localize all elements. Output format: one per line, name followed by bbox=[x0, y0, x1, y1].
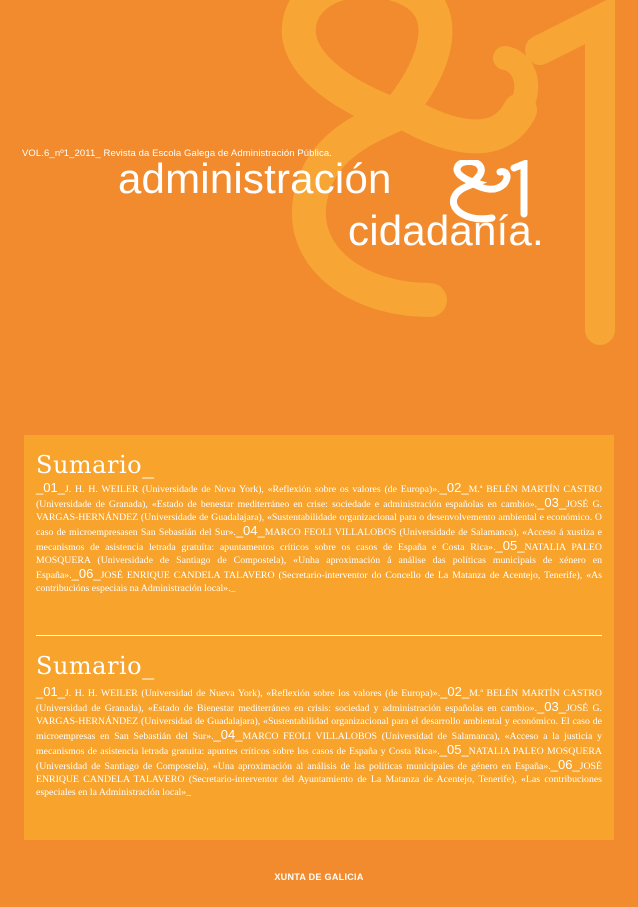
entry-number: _02_ bbox=[440, 684, 470, 699]
entry-text: NATALIA PALEO MOSQUERA (Universidad de Santiago de Compostela), «Una aproximación al análisis de las políticas municipales de género en España». bbox=[36, 746, 602, 772]
entry-number: _01_ bbox=[36, 684, 65, 699]
entry-number: _03_ bbox=[537, 495, 567, 510]
volume-line: VOL.6_nº1_2011_ Revista da Escola Galega de Administración Pública. bbox=[22, 148, 332, 159]
entry-number: _06_ bbox=[550, 757, 580, 772]
entry-text: JOSÉ G. VARGAS-HERNÁNDEZ (Universidade de Guadalajara), «Sustentabilidade organizacional para o desenvolvemento ambiental e económico. O caso de microempresasen San Sebastián del Sur». bbox=[36, 499, 602, 538]
entry-text: JOSÉ ENRIQUE CANDELA TALAVERO (Secretario-interventor del Ayuntamiento de La Matanza de Acentejo, Tenerife), «Las contribuciones especiales en la Administración local»_ bbox=[36, 761, 602, 798]
entry-number: _04_ bbox=[235, 523, 265, 538]
entry-number: _05_ bbox=[439, 742, 469, 757]
summary-text-gl bbox=[36, 481, 602, 595]
summary-title-es: Sumario_ bbox=[36, 652, 155, 680]
summary-box bbox=[24, 435, 614, 840]
entry-number: _03_ bbox=[537, 699, 566, 714]
entry-text: NATALIA PALEO MOSQUERA (Universidade de Santiago de Compostela), «Unha aproximación á análise das políticas municipais de xénero en España». bbox=[36, 542, 602, 581]
entry-text: MARCO FEOLI VILLALOBOS (Universidade de Salamanca), «Acceso á xustiza e mecanismos de asistencia letrada gratuíta: apuntamentos críticos sobre os casos de España e Costa Rica». bbox=[36, 527, 602, 553]
entry-text: J. H. H. WEILER (Universidade de Nova York), «Reflexión sobre os valores (de Europa)». bbox=[64, 484, 440, 495]
journal-title-line2: cidadanía. bbox=[348, 207, 544, 254]
entry-text: J. H. H. WEILER (Universidad de Nueva York), «Reflexión sobre los valores (de Europa)». bbox=[64, 688, 441, 699]
entry-text: M.ª BELÉN MARTÍN CASTRO (Universidad de Granada), «Estado de Bienestar mediterráneo en crisis: sociedad y administración españolas en cambio». bbox=[36, 688, 602, 714]
entry-number: _06_ bbox=[71, 566, 101, 581]
summary-text-es bbox=[36, 685, 602, 799]
entry-number: _01_ bbox=[36, 480, 65, 495]
journal-title-line1: administración bbox=[118, 155, 392, 202]
entry-text: JOSÉ ENRIQUE CANDELA TALAVERO (Secretario-interventor do Concello de La Matanza de Acentejo, Tenerife), «As contribucións especiais na Administración local»._ bbox=[36, 570, 602, 594]
publisher-footer: XUNTA DE GALICIA bbox=[274, 872, 364, 882]
entry-text: M.ª BELÉN MARTÍN CASTRO (Universidade de Granada), «Estado de benestar mediterráneo en crise: sociedade e administración españolas en cambio». bbox=[36, 484, 602, 510]
entry-number: _04_ bbox=[213, 727, 243, 742]
divider bbox=[36, 635, 602, 636]
summary-title-gl: Sumario_ bbox=[36, 451, 155, 479]
entry-number: _05_ bbox=[495, 538, 525, 553]
entry-text: MARCO FEOLI VILLALOBOS (Universidad de Salamanca), «Acceso a la justicia y mecanismos de asistencia letrada gratuita: apuntes críticos sobre los casos de España y Costa Rica». bbox=[36, 731, 602, 757]
entry-text: JOSÉ G. VARGAS-HERNÁNDEZ (Universidad de Guadalajara), «Sustentabilidad organizacional para el desarrollo ambiental y económico. El caso de microempresas en San Sebastián del Sur». bbox=[36, 703, 602, 742]
entry-number: _02_ bbox=[439, 480, 469, 495]
